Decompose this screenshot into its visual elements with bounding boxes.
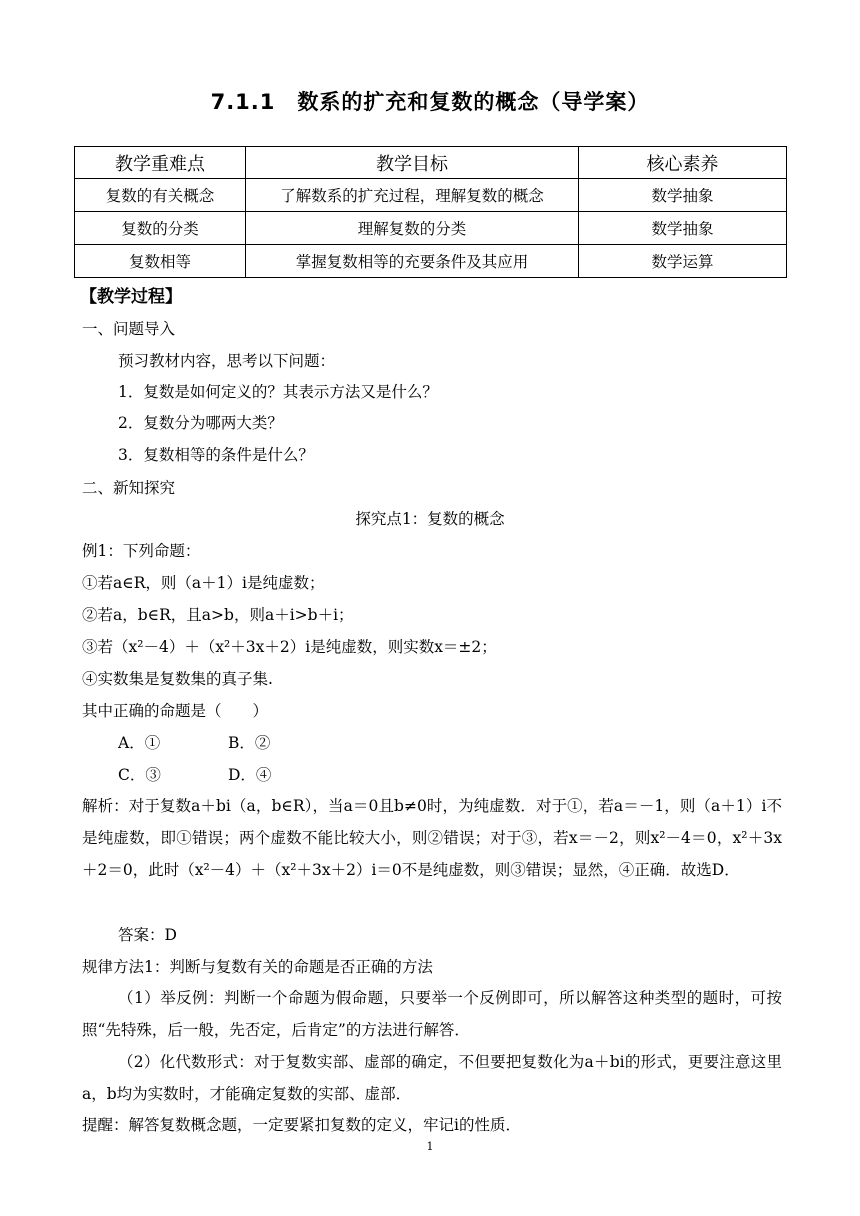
table-row (75, 179, 787, 212)
table-cell: 复数的分类 (75, 212, 246, 245)
analysis-paragraph: 解析：对于复数a＋bi（a，b∈R），当a＝0且b≠0时，为纯虚数．对于①，若a＝－1，则（a＋1）i不是纯虚数，即①错误；两个虚数不能比较大小，则②错误；对于③，若x＝－2，则x²－4＝0，x²＋3x＋2＝0，此时（x²－4）＋（x²＋3x＋2）i＝0不是纯虚数，则③错误；显然，④正确．故选D． (82, 797, 782, 879)
table-cell: 了解数系的扩充过程，理解复数的概念 (246, 179, 579, 212)
table-cell: 掌握复数相等的充要条件及其应用 (246, 245, 579, 278)
part2-subheading: 探究点1：复数的概念 (355, 510, 505, 528)
part2-heading: 二、新知探究 (82, 479, 176, 497)
answer-line: 答案：D (118, 926, 177, 944)
table-cell: 复数相等 (75, 245, 246, 278)
table-header-row (75, 147, 787, 179)
page-number: 1 (426, 1140, 434, 1153)
part1-intro: 预习教材内容，思考以下问题： (118, 352, 336, 370)
proposition-item: ①若a∈R，则（a＋1）i是纯虚数； (82, 574, 325, 592)
example-question: 其中正确的命题是（ ） (82, 702, 269, 720)
table-header-cell: 教学重难点 (75, 147, 246, 179)
option-d: D．④ (228, 766, 272, 784)
tip-line: 提醒：解答复数概念题，一定要紧扣复数的定义，牢记i的性质． (82, 1116, 521, 1134)
proposition-item: ③若（x²－4）＋（x²＋3x＋2）i是纯虚数，则实数x＝±2； (82, 638, 497, 656)
process-heading: 【教学过程】 (80, 287, 182, 307)
page-title: 7.1.1 数系的扩充和复数的概念（导学案） (210, 90, 650, 114)
question-item: 1．复数是如何定义的？其表示方法又是什么？ (118, 383, 438, 401)
table-header-cell: 教学目标 (246, 147, 579, 179)
example-label: 例1：下列命题： (82, 542, 201, 560)
option-b: B．② (228, 734, 271, 752)
options-row (118, 732, 338, 754)
method-paragraph-1: （1）举反例：判断一个命题为假命题，只要举一个反例即可，所以解答这种类型的题时，可按照“先特殊，后一般，先否定，后肯定”的方法进行解答． (82, 989, 782, 1039)
table-cell: 理解复数的分类 (246, 212, 579, 245)
proposition-item: ②若a，b∈R，且a>b，则a＋i>b＋i； (82, 606, 354, 624)
method-heading: 规律方法1：判断与复数有关的命题是否正确的方法 (82, 958, 433, 976)
table-cell: 数学抽象 (579, 179, 787, 212)
option-a: A．① (118, 734, 161, 752)
part1-heading: 一、问题导入 (82, 320, 176, 338)
table-cell: 复数的有关概念 (75, 179, 246, 212)
objectives-table (74, 146, 787, 278)
table-header-cell: 核心素养 (579, 147, 787, 179)
proposition-item: ④实数集是复数集的真子集. (82, 670, 273, 688)
table-row (75, 212, 787, 245)
question-item: 3．复数相等的条件是什么？ (118, 446, 314, 464)
question-item: 2．复数分为哪两大类？ (118, 414, 283, 432)
table-cell: 数学抽象 (579, 212, 787, 245)
method-paragraph-2: （2）化代数形式：对于复数实部、虚部的确定，不但要把复数化为a＋bi的形式，更要注意这里a，b均为实数时，才能确定复数的实部、虚部． (82, 1053, 782, 1103)
table-row (75, 245, 787, 278)
table-cell: 数学运算 (579, 245, 787, 278)
option-c: C．③ (118, 766, 161, 784)
options-row (118, 764, 338, 786)
